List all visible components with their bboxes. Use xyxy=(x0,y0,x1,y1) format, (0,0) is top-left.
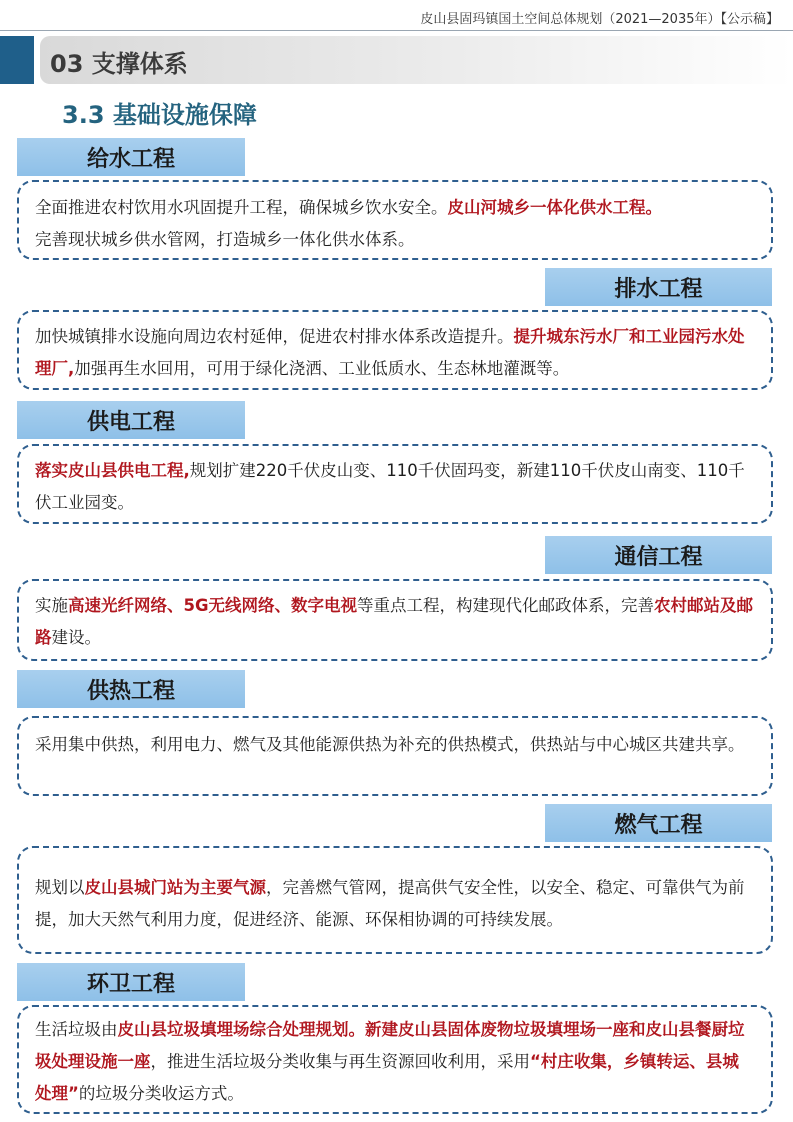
drainage-tag: 排水工程 xyxy=(545,268,772,306)
document-header-title: 皮山县固玛镇国土空间总体规划（2021—2035年）【公示稿】 xyxy=(420,12,779,27)
water-supply-tag: 给水工程 xyxy=(17,138,245,176)
subsection-title: 3.3 基础设施保障 xyxy=(62,101,257,129)
drainage-text-2: 加强再生水回用，可用于绿化浇洒、工业低质水、生态林地灌溉等。 xyxy=(74,359,570,378)
power-supply-box xyxy=(17,444,773,524)
gas-highlight: 皮山县城门站为主要气源 xyxy=(84,878,266,897)
gas-box xyxy=(17,846,773,954)
drainage-box xyxy=(17,310,773,390)
power-supply-tag: 供电工程 xyxy=(17,401,245,439)
telecom-text-3: 建设。 xyxy=(51,628,101,647)
gas-text: 规划以 xyxy=(35,878,85,897)
sanitation-highlight-2: “村庄收集，乡镇转运、县城处理” xyxy=(35,1052,739,1103)
water-supply-text: 全面推进农村饮用水巩固提升工程，确保城乡饮水安全。 xyxy=(35,198,448,217)
telecom-tag: 通信工程 xyxy=(545,536,772,574)
telecom-box xyxy=(17,579,773,661)
header-divider xyxy=(0,30,793,31)
sanitation-text-3: 的垃圾分类收运方式。 xyxy=(78,1084,244,1103)
heating-tag: 供热工程 xyxy=(17,670,245,708)
sanitation-text-2: ，推进生活垃圾分类收集与再生资源回收利用，采用 xyxy=(150,1052,530,1071)
sanitation-highlight: 皮山县垃圾填埋场综合处理规划。新建皮山县固体废物垃圾填埋场一座和皮山县餐厨垃圾处理设施一座 xyxy=(35,1020,745,1071)
telecom-text-2: 等重点工程，构建现代化邮政体系，完善 xyxy=(357,596,655,615)
gas-tag: 燃气工程 xyxy=(545,804,772,842)
power-supply-highlight: 落实皮山县供电工程, xyxy=(35,461,190,480)
heating-box xyxy=(17,716,773,796)
telecom-text: 实施 xyxy=(35,596,68,615)
section-accent-tab xyxy=(0,36,34,84)
drainage-highlight: 提升城东污水厂和工业园污水处理厂, xyxy=(35,327,745,378)
water-supply-text-2: 完善现状城乡供水管网，打造城乡一体化供水体系。 xyxy=(35,230,415,249)
sanitation-box xyxy=(17,1005,773,1114)
gas-text-2: ，完善燃气管网，提高供气安全性，以安全、稳定、可靠供气为前提，加大天然气利用力度，促进经济、能源、环保相协调的可持续发展。 xyxy=(35,878,745,929)
sanitation-text: 生活垃圾由 xyxy=(35,1020,118,1039)
water-supply-box xyxy=(17,180,773,260)
section-title: 03 支撑体系 xyxy=(50,50,188,78)
telecom-highlight: 高速光纤网络、5G无线网络、数字电视 xyxy=(68,596,358,615)
drainage-text: 加快城镇排水设施向周边农村延伸，促进农村排水体系改造提升。 xyxy=(35,327,514,346)
water-supply-highlight: 皮山河城乡一体化供水工程。 xyxy=(447,198,662,217)
power-supply-text: 规划扩建220千伏皮山变、110千伏固玛变，新建110千伏皮山南变、110千伏工业园变。 xyxy=(35,461,745,512)
sanitation-tag: 环卫工程 xyxy=(17,963,245,1001)
telecom-highlight-2: 农村邮站及邮路 xyxy=(35,596,754,647)
heating-text: 采用集中供热，利用电力、燃气及其他能源供热为补充的供热模式，供热站与中心城区共建共享。 xyxy=(35,735,745,754)
